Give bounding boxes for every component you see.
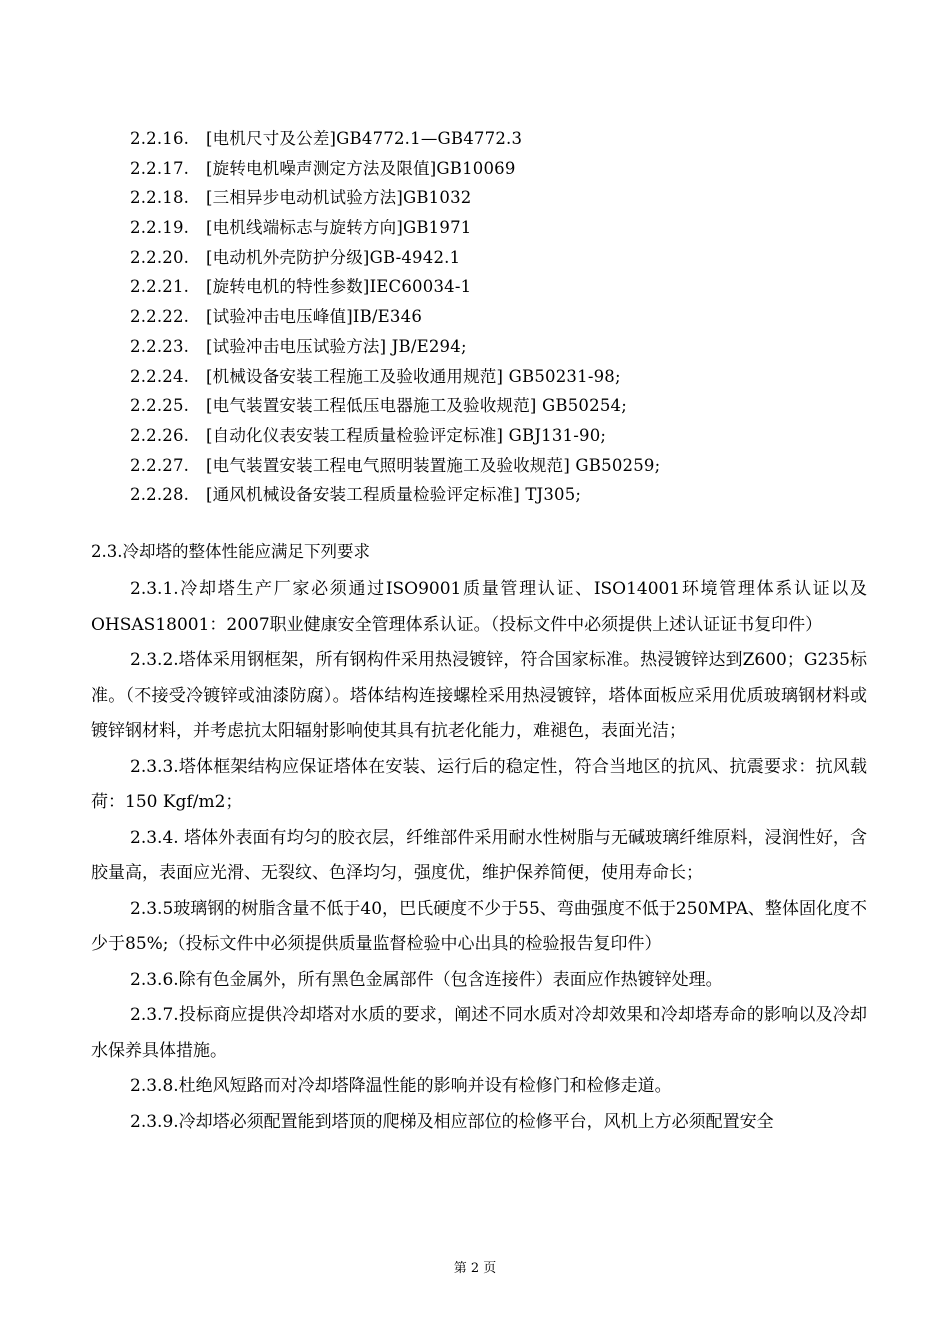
item-text: [自动化仪表安装工程质量检验评定标准] GBJ131-90; <box>206 425 607 445</box>
paragraph: 2.3.5玻璃钢的树脂含量不低于40，巴氏硬度不少于55、弯曲强度不低于250MPA、整体固化度不少于85%;（投标文件中必须提供质量监督检验中心出具的检验报告复印件） <box>91 898 867 954</box>
list-item <box>130 272 890 302</box>
cooling-tower-requirements-section <box>91 538 867 1140</box>
list-item <box>130 421 890 451</box>
list-item <box>130 391 890 421</box>
paragraph: 2.3.7.投标商应提供冷却塔对水质的要求，阐述不同水质对冷却效果和冷却塔寿命的影响以及冷却水保养具体措施。 <box>91 1005 867 1061</box>
item-text: [机械设备安装工程施工及验收通用规范] GB50231-98; <box>206 366 621 386</box>
list-item <box>130 124 890 154</box>
item-number: 2.2.21. <box>130 277 190 297</box>
list-item <box>130 480 890 510</box>
item-text: [旋转电机的特性参数]IEC60034-1 <box>206 277 472 297</box>
item-text: [试验冲击电压试验方法] JB/E294; <box>206 336 467 356</box>
paragraph: 2.3.1.冷却塔生产厂家必须通过ISO9001质量管理认证、ISO14001环境管理体系认证以及OHSAS18001：2007职业健康安全管理体系认证。（投标文件中必须提供上述认证证书复印件） <box>91 579 867 635</box>
item-number: 2.2.18. <box>130 188 190 208</box>
item-text: [旋转电机噪声测定方法及限值]GB10069 <box>206 158 516 178</box>
list-item <box>130 332 890 362</box>
item-number: 2.2.17. <box>130 158 190 178</box>
item-text: [电气装置安装工程低压电器施工及验收规范] GB50254; <box>206 396 627 416</box>
item-text: [电机尺寸及公差]GB4772.1—GB4772.3 <box>206 129 523 148</box>
item-number: 2.2.28. <box>130 485 190 505</box>
list-item <box>130 362 890 392</box>
list-item <box>130 302 890 332</box>
section-heading: 2.3.冷却塔的整体性能应满足下列要求 <box>91 542 370 561</box>
paragraph: 2.3.2.塔体采用钢框架，所有钢构件采用热浸镀锌，符合国家标准。热浸镀锌达到Z600；G235标准。（不接受冷镀锌或油漆防腐）。塔体结构连接螺栓采用热浸镀锌，塔体面板应采用优质玻璃钢材料或镀锌钢材料，并考虑抗太阳辐射影响使其具有抗老化能力，难褪色，表面光洁； <box>91 650 867 741</box>
item-number: 2.2.26. <box>130 425 190 445</box>
item-text: [三相异步电动机试验方法]GB1032 <box>206 188 472 208</box>
list-item <box>130 213 890 243</box>
item-text: [电气装置安装工程电气照明装置施工及验收规范] GB50259; <box>206 455 661 475</box>
list-item <box>130 243 890 273</box>
paragraph: 2.3.6.除有色金属外，所有黑色金属部件（包含连接件）表面应作热镀锌处理。 <box>130 969 723 990</box>
list-item <box>130 183 890 213</box>
item-number: 2.2.22. <box>130 307 190 327</box>
item-number: 2.2.23. <box>130 336 190 356</box>
list-item <box>130 154 890 184</box>
paragraph: 2.3.9.冷却塔必须配置能到塔顶的爬梯及相应部位的检修平台，风机上方必须配置安全 <box>130 1111 774 1132</box>
item-number: 2.2.19. <box>130 218 190 238</box>
paragraph: 2.3.3.塔体框架结构应保证塔体在安装、运行后的稳定性，符合当地区的抗风、抗震要求：抗风载荷：150 Kgf/m2； <box>91 756 867 812</box>
page-number: 第 2 页 <box>453 1261 497 1276</box>
item-number: 2.2.20. <box>130 247 190 267</box>
item-text: [电机线端标志与旋转方向]GB1971 <box>206 218 472 238</box>
paragraph: 2.3.4. 塔体外表面有均匀的胶衣层，纤维部件采用耐水性树脂与无碱玻璃纤维原料，浸润性好，含胶量高，表面应光滑、无裂纹、色泽均匀，强度优，维护保养简便，使用寿命长； <box>91 827 867 883</box>
item-number: 2.2.25. <box>130 396 190 416</box>
standards-list <box>130 124 890 510</box>
item-text: [试验冲击电压峰值]IB/E346 <box>206 307 423 327</box>
item-number: 2.2.27. <box>130 455 190 475</box>
item-number: 2.2.16. <box>130 129 190 148</box>
item-number: 2.2.24. <box>130 366 190 386</box>
item-text: [电动机外壳防护分级]GB-4942.1 <box>206 247 461 267</box>
paragraph: 2.3.8.杜绝风短路而对冷却塔降温性能的影响并设有检修门和检修走道。 <box>130 1076 672 1096</box>
item-text: [通风机械设备安装工程质量检验评定标准] TJ305; <box>206 485 582 505</box>
list-item <box>130 451 890 481</box>
